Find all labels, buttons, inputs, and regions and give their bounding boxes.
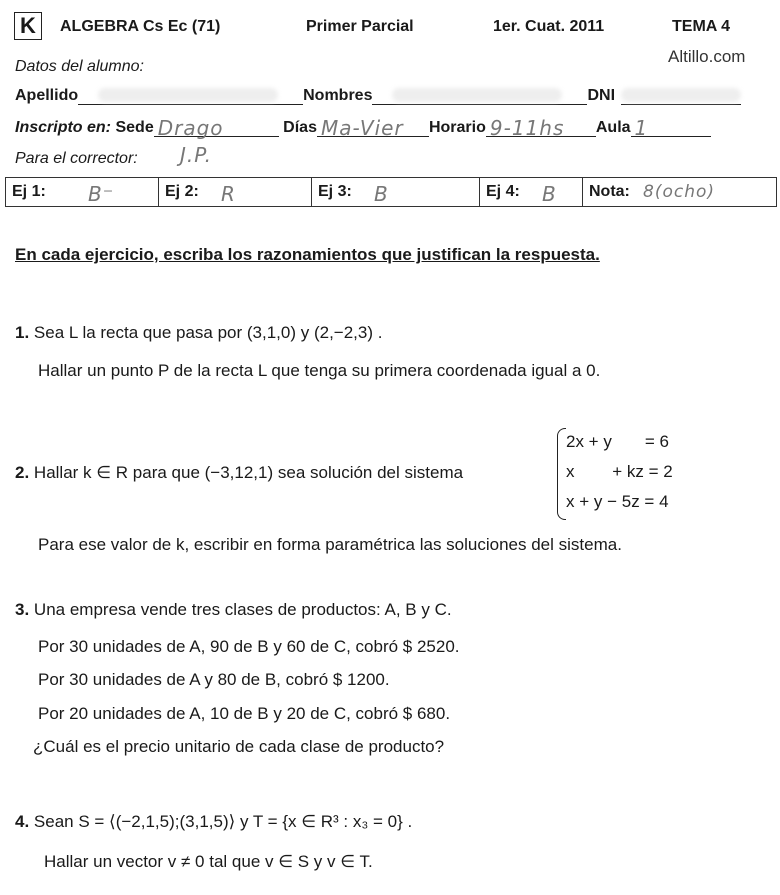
enrolled-label: Inscripto en: [15, 119, 112, 136]
room-field[interactable]: 1 [631, 120, 711, 137]
term-label: 1er. Cuat. 2011 [493, 18, 605, 35]
q2-eq1: 2x + y = 6 [566, 432, 669, 451]
q1-line2: Hallar un punto P de la recta L que tenga su primera coordenada igual a 0. [38, 361, 601, 380]
q2-eq3: x + y − 5z = 4 [566, 492, 669, 511]
sede-label: Sede [115, 119, 154, 136]
surname-row [15, 87, 741, 105]
exam-title: Primer Parcial [306, 18, 414, 35]
grade-cell-ej3: Ej 3: B [312, 178, 480, 207]
room-label: Aula [595, 119, 631, 136]
surname-label: Apellido [15, 87, 79, 104]
course-title: ALGEBRA Cs Ec (71) [60, 18, 221, 35]
names-field[interactable] [372, 88, 587, 105]
q2-line2: Para ese valor de k, escribir en forma paramétrica las soluciones del sistema. [38, 535, 622, 554]
q4-line2: Hallar un vector v ≠ 0 tal que v ∈ S y v ∈ T. [44, 852, 373, 871]
grade-cell-ej1: Ej 1: B⁻ [6, 178, 159, 207]
student-section-label: Datos del alumno: [15, 58, 144, 75]
dni-label: DNI [587, 87, 616, 104]
q1-line1: 1. Sea L la recta que pasa por (3,1,0) y (2,−2,3) . [15, 323, 383, 342]
exam-code-badge: K [14, 12, 42, 40]
q3-line3: Por 30 unidades de A y 80 de B, cobró $ 1200. [38, 670, 390, 689]
days-label: Días [283, 119, 317, 136]
q2-eq2: x + kz = 2 [566, 462, 673, 481]
instruction: En cada ejercicio, escriba los razonamientos que justifican la respuesta. [15, 245, 600, 264]
schedule-field[interactable]: 9-11hs [486, 120, 596, 137]
corrector-initials: J.P. [180, 143, 212, 167]
grade-cell-ej4: Ej 4: B [480, 178, 583, 207]
q3-line5: ¿Cuál es el precio unitario de cada clase de producto? [33, 737, 445, 756]
names-label: Nombres [303, 87, 373, 104]
theme-label: TEMA 4 [672, 18, 731, 35]
enrollment-row [15, 116, 711, 140]
watermark: Altillo.com [668, 47, 746, 66]
q3-line2: Por 30 unidades de A, 90 de B y 60 de C, cobró $ 2520. [38, 637, 460, 656]
system-brace [557, 428, 566, 520]
q3-line1: 3. Una empresa vende tres clases de productos: A, B y C. [15, 600, 452, 619]
q3-line4: Por 20 unidades de A, 10 de B y 20 de C, cobró $ 680. [38, 704, 451, 723]
q4-line1: 4. Sean S = ⟨(−2,1,5);(3,1,5)⟩ y T = {x ∈ R³ : x₃ = 0} . [15, 812, 413, 831]
grades-table [5, 177, 777, 207]
q2-line1: 2. Hallar k ∈ R para que (−3,12,1) sea solución del sistema [15, 463, 464, 482]
corrector-label: Para el corrector: [15, 150, 138, 167]
schedule-label: Horario [428, 119, 486, 136]
days-field[interactable]: Ma-Vier [317, 120, 429, 137]
surname-field[interactable] [78, 88, 303, 105]
dni-field[interactable] [621, 88, 741, 105]
grade-cell-ej2: Ej 2: R [159, 178, 312, 207]
grade-cell-nota: Nota: 8(ocho) [583, 178, 777, 207]
sede-field[interactable]: Drago [154, 120, 279, 137]
